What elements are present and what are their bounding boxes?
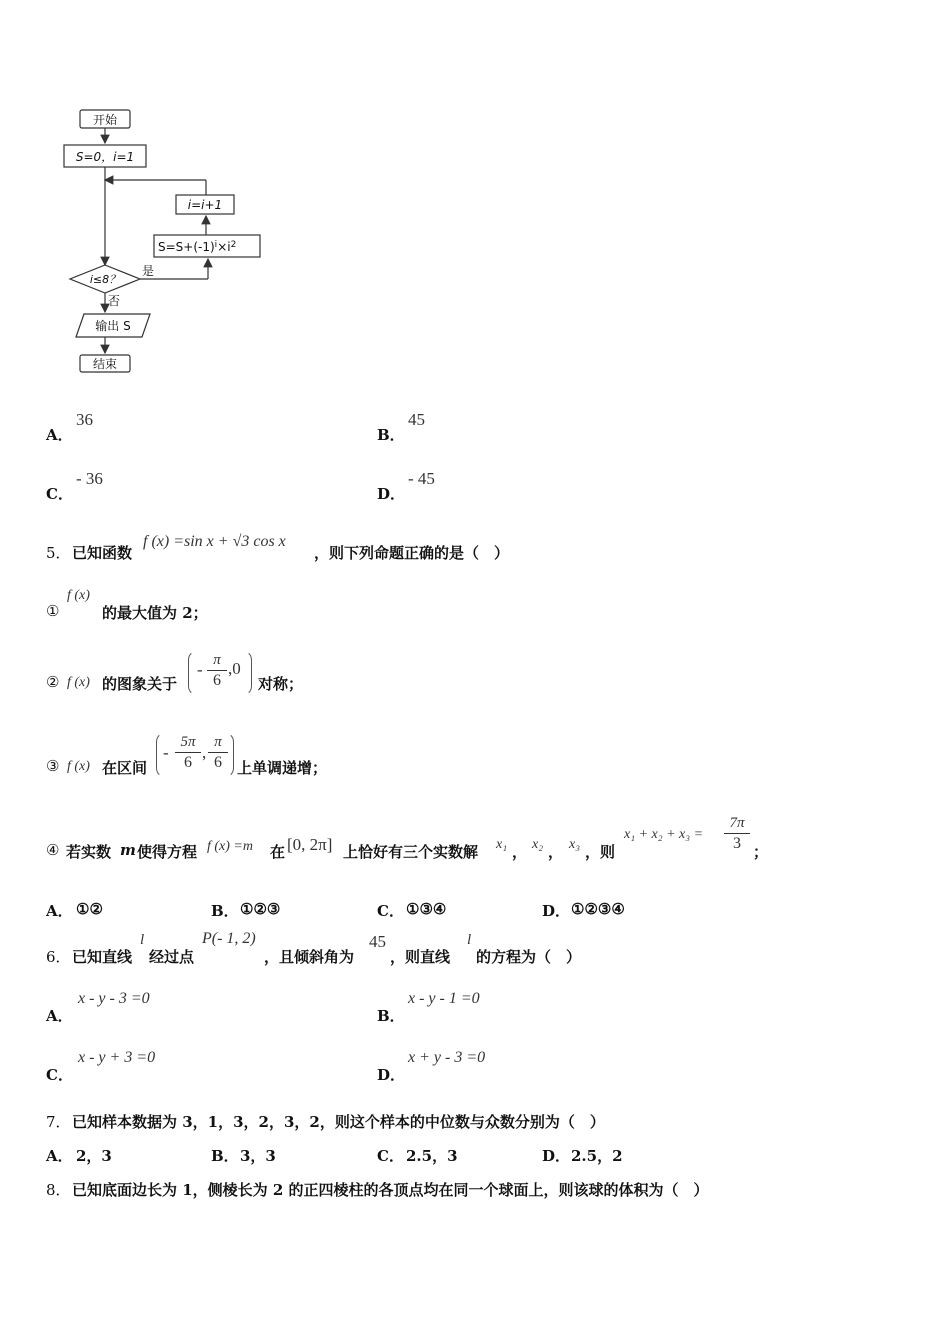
q5-option-d-label: D． [542,902,571,920]
q5-s4-text4: 上恰好有三个实数解 [343,843,479,861]
q5-s4-num: 7π [729,815,745,831]
q8-number: 8． [46,1181,71,1199]
q4-option-a-value: 36 [76,410,93,429]
flow-increment-label: i=i+1 [187,198,223,212]
flow-yes-label: 是 [142,264,155,278]
q5-s4-interval: [0, 2π] [287,835,333,854]
q5-s4-x1: x₁ [496,837,508,852]
q5-s3-den1: 6 [184,754,192,771]
q5-s4-sep2: ， [548,843,564,861]
q4-option-b-label: B． [377,426,405,444]
q5-s1-func: f (x) [67,588,90,603]
q5-s2-num: π [213,652,221,668]
q6-option-a-label: A． [46,1007,73,1025]
q4-option-b-value: 45 [408,410,425,429]
q6-point: P(- 1, 2) [202,930,256,947]
q5-function: f (x) =sin x + √3 cos x [143,533,286,550]
flowchart [60,105,280,380]
flow-start-label: 开始 [92,113,118,127]
flow-no-label: 否 [108,294,121,308]
q6-option-b-value: x - y - 1 =0 [408,990,480,1007]
q5-s3-func: f (x) [67,759,90,774]
q5-option-b-value: ①②③ [240,900,281,918]
q5-s2-text-pre: 的图象关于 [102,675,178,693]
q5-s4-text5: ，则 [585,843,616,861]
q5-option-a-value: ①② [76,900,103,918]
q5-s3-den2: 6 [214,754,222,771]
q5-s2-tail: ,0 [228,659,241,678]
q5-s4-x3: x₃ [569,837,581,852]
q6-option-d-value: x + y - 3 =0 [408,1049,486,1066]
q5-s3-text-post: 上单调递增； [237,759,328,777]
q5-stem-pre: 已知函数 [72,544,133,562]
q5-number: 5． [46,544,71,562]
q6-text2: 经过点 [149,948,195,966]
q6-option-d-label: D． [377,1066,406,1084]
q5-s4-text1: 若实数 [66,843,112,861]
q5-s3-num2: π [214,734,222,750]
q7-option-b-label: B． [211,1147,239,1165]
q6-number: 6． [46,948,71,966]
q5-s1-mark: ① [46,602,60,620]
q6-line-l-2: l [467,932,472,948]
q4-option-c-label: C． [46,485,73,503]
q5-s4-end: ； [753,843,769,861]
q5-s3-minus: - [163,743,169,762]
flow-condition-label: i≤8？ [89,273,121,286]
q7-stem: 已知样本数据为 3，1，3，2，3，2，则这个样本的中位数与众数分别为（ ） [72,1113,605,1131]
q5-option-b-label: B． [211,902,239,920]
q5-option-c-value: ①③④ [406,900,447,918]
q6-option-c-value: x - y + 3 =0 [78,1049,156,1066]
q4-option-d-value: - 45 [408,469,435,488]
q5-s2-den: 6 [213,672,221,689]
q8-stem: 已知底面边长为 1，侧棱长为 2 的正四棱柱的各顶点均在同一个球面上，则该球的体积为（ ） [72,1181,709,1199]
q5-s2-func: f (x) [67,675,90,690]
q5-s3-num1: 5π [180,734,196,750]
q6-angle: 45 [369,932,386,951]
q5-s4-text3: 在 [270,843,286,861]
q5-s4-text2: 使得方程 [137,843,198,861]
q7-number: 7． [46,1113,71,1131]
q5-option-d-value: ①②③④ [571,900,625,918]
q5-s3-text-pre: 在区间 [102,759,148,777]
q5-s4-mark: ④ [46,841,60,859]
q5-s4-fraction [724,815,750,853]
q5-s2-mark: ② [46,673,60,691]
flow-end-label: 结束 [92,357,118,371]
q5-option-c-label: C． [377,902,404,920]
flow-output-label: 输出 S [95,319,131,333]
q7-option-a-label: A． [46,1147,73,1165]
q5-s3-comma: , [202,743,207,762]
q5-s4-equation: f (x) =m [207,839,253,854]
q7-option-d-value: 2.5，2 [571,1147,623,1165]
q5-s3-mark: ③ [46,757,60,775]
q4-option-c-value: - 36 [76,469,103,488]
q6-option-a-value: x - y - 3 =0 [78,990,150,1007]
q6-text5: 的方程为（ ） [476,948,582,966]
flow-update-label: $S=S+(-1)^i\times i^2$ [158,240,237,254]
q5-option-a-label: A． [46,902,73,920]
q6-text3: ，且倾斜角为 [264,948,355,966]
q7-option-d-label: D． [542,1147,571,1165]
flow-init-label: S=0，i=1 [75,150,135,164]
q7-option-a-value: 2，3 [76,1147,112,1165]
q7-option-c-label: C． [377,1147,404,1165]
q4-option-a-label: A． [46,426,73,444]
q5-s4-den: 3 [733,835,741,852]
q6-line-l: l [140,932,145,948]
q5-s2-minus: - [197,660,203,679]
q7-option-b-value: 3，3 [240,1147,276,1165]
q5-s4-sum: x₁ + x₂ + x₃ = [624,827,704,842]
q6-option-b-label: B． [377,1007,405,1025]
q5-s2-fraction [207,652,227,690]
q5-s4-m: m [120,841,136,859]
q6-text4: ，则直线 [390,948,451,966]
q5-s3-fraction2 [208,734,228,772]
q5-s2-text-post: 对称； [258,675,304,693]
q6-text1: 已知直线 [72,948,133,966]
q5-stem-post: ，则下列命题正确的是（ ） [314,544,510,562]
q6-option-c-label: C． [46,1066,73,1084]
q5-s4-x2: x₂ [532,837,544,852]
q7-option-c-value: 2.5，3 [406,1147,458,1165]
q5-s4-sep1: ， [512,843,528,861]
q5-s1-text: 的最大值为 2； [102,604,208,622]
q5-s3-fraction1 [175,734,201,772]
q4-option-d-label: D． [377,485,406,503]
